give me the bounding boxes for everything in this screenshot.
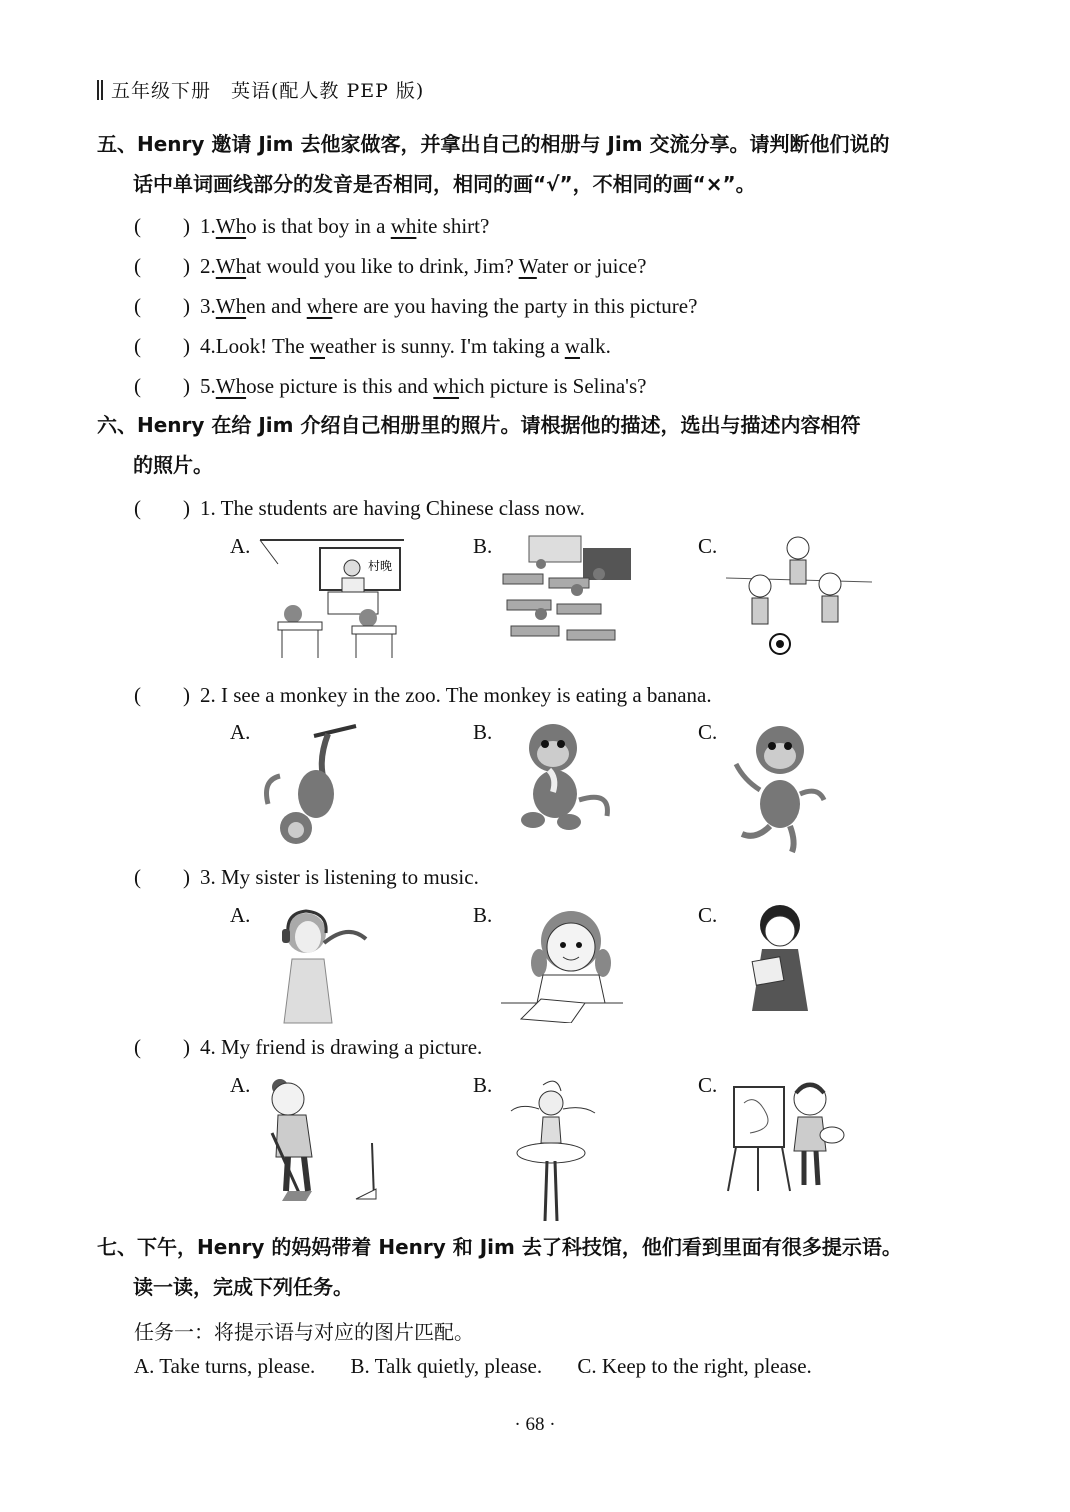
- option-label: B.: [473, 534, 493, 558]
- underlined-part: Wh: [215, 214, 247, 238]
- answer-blank[interactable]: ( ): [134, 334, 190, 358]
- q-num: 1.: [200, 214, 216, 238]
- page-header: [97, 76, 424, 103]
- q-text: ite shirt?: [416, 214, 490, 238]
- q-text: alk.: [579, 334, 611, 358]
- choice-a: A. Take turns, please.: [134, 1354, 316, 1378]
- sign-choices: [134, 1354, 842, 1379]
- option-label: C.: [698, 1073, 718, 1097]
- hanging-monkey-image: [258, 720, 368, 846]
- underlined-part: wh: [433, 374, 459, 398]
- choice-b: B. Talk quietly, please.: [350, 1354, 543, 1378]
- q-text: 2. I see a monkey in the zoo. The monkey is eating a banana.: [200, 683, 712, 707]
- q-text: ere are you having the party in this picture?: [332, 294, 698, 318]
- answer-blank[interactable]: ( ): [134, 683, 190, 707]
- q-text: o is that boy in a: [246, 214, 391, 238]
- s6-q3-options: [230, 903, 930, 1033]
- header-text: 五年级下册 英语(配人教 PEP 版): [111, 80, 425, 102]
- underlined-part: Wh: [215, 294, 247, 318]
- answer-blank[interactable]: ( ): [134, 865, 190, 889]
- s6-question-1: [134, 492, 585, 522]
- section-7-line1: 七、下午，Henry 的妈妈带着 Henry 和 Jim 去了科技馆，他们看到里面有很多提示语。: [97, 1235, 902, 1259]
- answer-blank[interactable]: ( ): [134, 496, 190, 520]
- q-text: ose picture is this and: [246, 374, 434, 398]
- q-text: eather is sunny. I'm taking a: [325, 334, 565, 358]
- ballet-girl-image: [501, 1073, 601, 1229]
- underlined-part: wh: [390, 214, 417, 238]
- q-text: 4. My friend is drawing a picture.: [200, 1035, 483, 1059]
- girl-writing-image: [501, 903, 625, 1023]
- section-6-title: [97, 405, 987, 485]
- option-label: B.: [473, 720, 493, 744]
- girl-with-headphones-image: [258, 903, 370, 1025]
- underlined-part: Wh: [215, 374, 247, 398]
- q-text: en and: [246, 294, 307, 318]
- answer-blank[interactable]: ( ): [134, 1035, 190, 1059]
- page-number: · 68 ·: [514, 1414, 556, 1435]
- section-7-line2: 读一读，完成下列任务。: [133, 1275, 353, 1299]
- s6-q4-options: [230, 1073, 930, 1203]
- s5-question-1: [134, 210, 489, 240]
- q-num: 2.: [200, 254, 216, 278]
- section-6-line1: 六、Henry 在给 Jim 介绍自己相册里的照片。请根据他的描述，选出与描述内容相符: [97, 413, 861, 437]
- dancing-monkey-image: [726, 720, 832, 856]
- q-text: 1. The students are having Chinese class now.: [200, 496, 585, 520]
- q-text: at would you like to drink, Jim?: [246, 254, 519, 278]
- underlined-part: wh: [306, 294, 333, 318]
- section-5-line2: 话中单词画线部分的发音是否相同，相同的画“√”，不相同的画“×”。: [133, 172, 756, 196]
- section-5-title: [97, 124, 987, 204]
- s6-q1-options: [230, 534, 930, 664]
- s5-question-3: [134, 290, 697, 320]
- option-label: A.: [230, 1073, 251, 1097]
- option-label: B.: [473, 903, 493, 927]
- underlined-part: w: [309, 334, 326, 358]
- section-6-line2: 的照片。: [133, 453, 213, 477]
- s5-question-2: [134, 250, 646, 280]
- section-7-title: [97, 1227, 987, 1307]
- q-num: 4.: [200, 334, 216, 358]
- s6-q2-options: [230, 720, 930, 850]
- underlined-part: w: [564, 334, 580, 358]
- answer-blank[interactable]: ( ): [134, 374, 190, 398]
- section-5-line1: 五、Henry 邀请 Jim 去他家做客，并拿出自己的相册与 Jim 交流分享。请判断他们说的: [97, 132, 890, 156]
- underlined-part: Wh: [215, 254, 247, 278]
- q-num: 3.: [200, 294, 216, 318]
- answer-blank[interactable]: ( ): [134, 214, 190, 238]
- q-text: ater or juice?: [536, 254, 647, 278]
- option-label: C.: [698, 903, 718, 927]
- task-1: 任务一：将提示语与对应的图片匹配。: [134, 1320, 474, 1344]
- s5-question-4: [134, 330, 611, 360]
- board-text: 村晚: [368, 559, 393, 573]
- underlined-part: W: [518, 254, 537, 278]
- classroom-image: [258, 534, 408, 662]
- option-label: B.: [473, 1073, 493, 1097]
- monkey-eating-banana-image: [501, 720, 619, 836]
- q-text: Look! The: [215, 334, 310, 358]
- q-text: ich picture is Selina's?: [458, 374, 647, 398]
- empty-classroom-image: [501, 534, 633, 652]
- girl-reading-image: [726, 903, 826, 1019]
- q-num: 5.: [200, 374, 216, 398]
- answer-blank[interactable]: ( ): [134, 254, 190, 278]
- s5-question-5: [134, 370, 646, 400]
- s6-question-4: [134, 1031, 482, 1061]
- girl-sweeping-image: [258, 1073, 388, 1203]
- answer-blank[interactable]: ( ): [134, 294, 190, 318]
- option-label: A.: [230, 903, 251, 927]
- girl-painting-image: [726, 1073, 850, 1195]
- s6-question-3: [134, 861, 479, 891]
- s6-question-2: [134, 679, 712, 709]
- option-label: A.: [230, 720, 251, 744]
- q-text: 3. My sister is listening to music.: [200, 865, 479, 889]
- option-label: C.: [698, 720, 718, 744]
- choice-c: C. Keep to the right, please.: [577, 1354, 812, 1378]
- option-label: C.: [698, 534, 718, 558]
- playing-football-image: [726, 534, 874, 662]
- option-label: A.: [230, 534, 251, 558]
